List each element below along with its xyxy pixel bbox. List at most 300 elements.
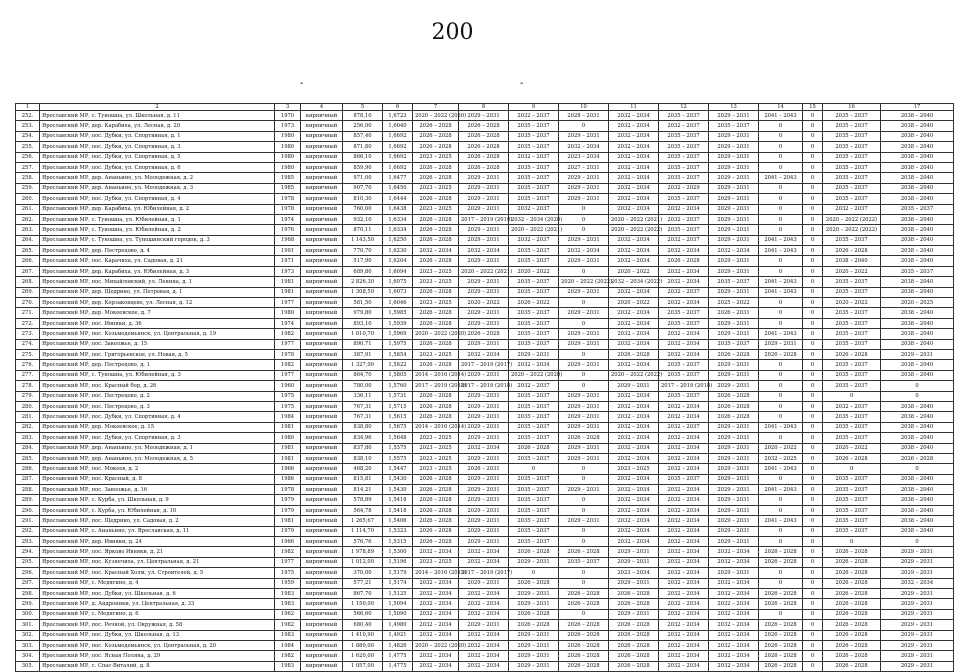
table-cell: 2035 – 2037 [823,433,881,443]
table-cell: кирпичный [301,474,343,484]
table-cell: 0 [803,329,823,339]
table-cell: 0 [759,360,803,370]
table-cell: 0 [559,537,609,547]
table-cell: 2029 – 2031 [609,547,659,557]
table-cell: 2026 – 2028 [413,256,459,266]
table-cell: 0 [803,152,823,162]
table-cell: 2025 – 2022 [709,298,759,308]
table-cell: 0 [803,287,823,297]
table-cell: 2026 – 2028 [823,568,881,578]
table-cell: 0 [559,214,609,224]
table-cell: 2026 – 2028 [559,547,609,557]
table-cell: 2026 – 2028 [509,578,559,588]
table-cell: 1981 [275,422,301,432]
address-cell: Ярославский МР, пос. Григорьевское, ул. Новая, д. 5 [40,349,275,359]
table-cell: 2041 – 2043 [759,173,803,183]
table-cell: 581,50 [343,298,383,308]
table-cell: 2029 – 2031 [709,453,759,463]
table-cell: 2026 – 2028 [413,526,459,536]
table-cell: 270. [16,298,40,308]
table-cell: 0 [759,225,803,235]
table-cell: кирпичный [301,422,343,432]
table-row [16,277,954,287]
table-cell: 1,5447 [383,464,413,474]
table-cell: 2029 – 2031 [709,537,759,547]
table-cell: 2026 – 2028 [609,620,659,630]
table-cell: 277. [16,370,40,380]
table-cell: 468,20 [343,464,383,474]
table-cell: кирпичный [301,588,343,598]
table-header-row [16,104,954,111]
table-cell: 2026 – 2028 [823,578,881,588]
table-cell: 1960 [275,381,301,391]
table-cell: 2026 – 2028 [759,547,803,557]
table-cell: 2029 – 2031 [459,526,509,536]
table-cell: 1,5975 [383,339,413,349]
table-cell: 2032 – 2034 [709,661,759,671]
table-cell: 2035 – 2037 [659,474,709,484]
table-cell: 2023 – 2025 [413,266,459,276]
table-cell: 2035 – 2037 [659,225,709,235]
table-cell: 259. [16,183,40,193]
table-cell: 2032 – 2034 [609,526,659,536]
table-cell: 2029 – 2031 [709,505,759,515]
table-cell: 2026 – 2028 [609,661,659,671]
table-cell: 2032 – 2037 [823,204,881,214]
address-cell: Ярославский МР, пос. Ярково Ивняки, д. 21 [40,547,275,557]
table-cell: 0 [559,370,609,380]
table-cell: 2035 – 2037 [509,537,559,547]
table-cell: 2029 – 2031 [459,516,509,526]
table-cell: 2026 – 2028 [559,640,609,650]
address-cell: Ярославский МР, с. Туношна, ул. Юбилейная, д. 2 [40,225,275,235]
table-cell: 0 [803,516,823,526]
table-cell: 2029 – 2031 [559,183,609,193]
table-cell: 2035 – 2037 [509,183,559,193]
table-cell: 2032 – 2034 [709,630,759,640]
table-cell: 2035 – 2037 [509,526,559,536]
address-cell: Ярославский МР, пос. Козьмодемьянск, ул. Центральная, д. 20 [40,640,275,650]
table-cell: 2020 – 2022 (2022) [823,225,881,235]
table-cell: 1980 [275,142,301,152]
address-cell: Ярославский МР, пос. Дубки, ул. Спортивная, д. 6 [40,162,275,172]
table-cell: 2038 – 2040 [881,152,954,162]
table-cell: 857,40 [343,131,383,141]
table-cell: 295. [16,557,40,567]
table-cell: 2032 – 2034 [709,547,759,557]
table-cell: 2038 – 2040 [881,329,954,339]
table-cell: 814,21 [343,485,383,495]
table-cell: кирпичный [301,526,343,536]
table-cell: 0 [759,131,803,141]
table-cell: 2029 – 2031 [881,349,954,359]
table-cell: 0 [759,370,803,380]
table-cell: 2032 – 2034 [659,298,709,308]
address-cell: Ярославский МР, дер. Мокеевское, д. 15 [40,422,275,432]
table-cell: 1978 [275,349,301,359]
table-cell: 0 [803,246,823,256]
table-cell: 2032 – 2034 [609,485,659,495]
table-cell: 2029 – 2031 [559,453,609,463]
table-cell: 2017 – 2019 (2019) [459,214,509,224]
table-cell: 1 057,00 [343,661,383,671]
table-cell: 2038 – 2040 [881,485,954,495]
table-cell: 2020 – 2022 (2020) [509,370,559,380]
table-cell: 2032 – 2034 [609,256,659,266]
table-cell: 2035 – 2037 [509,495,559,505]
table-cell: 2026 – 2028 [823,620,881,630]
table-cell: 2032 – 2034 [413,547,459,557]
address-cell: Ярославский МР, с. Ананьино, ул. Ярославская, д. 11 [40,526,275,536]
table-cell: 1,5300 [383,547,413,557]
table-cell: 0 [803,142,823,152]
table-cell: 0 [559,578,609,588]
table-row [16,256,954,266]
table-cell: 1982 [275,651,301,661]
address-cell: Ярославский МР, пос. Дубки, ул. Спортивная, д. 1 [40,131,275,141]
table-cell: 255. [16,142,40,152]
table-cell: 0 [559,204,609,214]
table-cell: 260. [16,194,40,204]
table-cell: 2027 – 2031 [559,162,609,172]
table-cell: 2029 – 2031 [881,547,954,557]
table-cell: 0 [803,588,823,598]
table-cell: 2020 – 2022 (2021) [459,266,509,276]
address-cell: Ярославский МР, с. Туношна, ул. Юбилейная, д. 1 [40,214,275,224]
table-cell: 370,00 [343,568,383,578]
table-cell: 2041 – 2043 [759,485,803,495]
table-cell: 2032 – 2034 [609,318,659,328]
table-cell: 2038 – 2040 [881,183,954,193]
table-cell: 2026 – 2028 [459,329,509,339]
table-cell: 2032 – 2034 [659,464,709,474]
table-row [16,349,954,359]
table-cell: 2023 – 2025 [413,277,459,287]
table-cell: 564,78 [343,505,383,515]
table-cell: 2032 – 2034 [609,412,659,422]
table-cell: 864,70 [343,370,383,380]
table-cell: 2035 – 2037 [881,204,954,214]
table-cell: 1982 [275,329,301,339]
table-cell: 0 [803,433,823,443]
table-cell: 275. [16,349,40,359]
table-cell: кирпичный [301,391,343,401]
table-cell: 1982 [275,620,301,630]
table-cell: 2029 – 2031 [881,599,954,609]
table-cell: 289. [16,495,40,505]
table-cell: 2029 – 2031 [459,370,509,380]
table-cell: 0 [803,308,823,318]
table-cell: 2029 – 2031 [709,381,759,391]
table-cell: 2026 – 2028 [759,588,803,598]
table-cell: 1,6450 [383,183,413,193]
table-cell: 1,4826 [383,640,413,650]
address-cell: Ярославский МР, пос. Дубки, ул. Школьная, д. 6 [40,588,275,598]
table-cell: 2035 – 2037 [823,339,881,349]
table-cell: 2032 – 2034 [609,453,659,463]
table-cell: 1980 [275,308,301,318]
table-cell: 2038 – 2040 [881,121,954,131]
table-row [16,443,954,453]
table-cell: 0 [803,401,823,411]
table-cell: 0 [759,578,803,588]
table-cell: 2032 – 2034 [609,422,659,432]
table-cell: 2032 – 2034 [413,661,459,671]
table-row [16,329,954,339]
table-cell: 1980 [275,152,301,162]
table-cell: 2029 – 2031 [509,640,559,650]
table-cell: 2032 – 2034 [609,433,659,443]
address-cell: Ярославский МР, с. Медягино, д. 6 [40,609,275,619]
table-cell: 1978 [275,194,301,204]
table-cell: 2035 – 2037 [823,329,881,339]
table-cell: 2038 – 2040 [881,526,954,536]
table-cell: 2029 – 2031 [709,194,759,204]
table-cell: 2029 – 2031 [559,256,609,266]
table-cell: 2032 – 2034 [413,246,459,256]
table-cell: кирпичный [301,204,343,214]
table-cell: кирпичный [301,443,343,453]
table-cell: 2026 – 2028 [823,609,881,619]
table-cell: 1,5125 [383,588,413,598]
table-cell: 2035 – 2037 [823,194,881,204]
table-cell: 2032 – 2034 [659,433,709,443]
table-cell: 2032 – 2037 [509,381,559,391]
table-cell: 0 [803,651,823,661]
table-cell: 2029 – 2031 [881,557,954,567]
address-cell: Ярославский МР, пос. Дубки, ул. Школьная, д. 13 [40,630,275,640]
table-cell: 267. [16,266,40,276]
table-cell: 1986 [275,474,301,484]
table-cell: 2029 – 2031 [709,526,759,536]
table-cell: 2029 – 2031 [509,630,559,640]
table-cell: 0 [803,505,823,515]
table-cell: 2029 – 2031 [459,277,509,287]
table-cell: 2020 – 2022 (2020) [413,640,459,650]
table-cell: кирпичный [301,194,343,204]
table-cell: 2020 – 2025 [881,298,954,308]
table-cell: 1,5430 [383,485,413,495]
table-cell: 2029 – 2031 [459,287,509,297]
table-cell: 2035 – 2037 [709,277,759,287]
table-cell: 2020 – 2022 [823,298,881,308]
table-cell: 0 [759,152,803,162]
table-cell: 0 [881,464,954,474]
table-cell: 810,30 [343,194,383,204]
table-cell: 1,6075 [383,277,413,287]
table-cell: 2032 – 2034 [659,516,709,526]
table-cell: 2038 – 2040 [881,360,954,370]
table-cell: 1 620,00 [343,651,383,661]
table-cell: кирпичный [301,557,343,567]
table-cell: 2032 – 2034 [659,266,709,276]
table-cell: 2035 – 2037 [509,329,559,339]
column-header: 2 [40,104,275,111]
table-cell: 299. [16,599,40,609]
table-cell: 837,80 [343,443,383,453]
table-cell: 2026 – 2028 [413,194,459,204]
table-cell: 859,90 [343,162,383,172]
table-cell: 2035 – 2037 [509,516,559,526]
table-row [16,537,954,547]
address-cell: Ярославский МР, пос. Речной, ул. Окружная, д. 58 [40,620,275,630]
table-cell: 1984 [275,412,301,422]
table-cell: кирпичный [301,537,343,547]
table-cell: 2032 – 2034 [709,557,759,567]
table-row [16,214,954,224]
table-cell: 2026 – 2028 [559,599,609,609]
table-cell: 2023 – 2025 [609,464,659,474]
table-cell: 2029 – 2031 [559,516,609,526]
address-cell: Ярославский МР, пос. Козьмодемьянск, ул. Центральная, д. 19 [40,329,275,339]
table-cell: 2029 – 2031 [709,370,759,380]
table-cell: 2026 – 2028 [413,131,459,141]
table-cell: 266. [16,256,40,266]
table-cell: 1,6692 [383,152,413,162]
address-cell: Ярославский МР, дер. Пестрецово, д. 4 [40,246,275,256]
column-header: 4 [301,104,343,111]
table-cell: 2020 – 2022 (2021) [509,225,559,235]
table-cell: 2035 – 2037 [509,485,559,495]
table-cell: 2032 – 2034 [609,474,659,484]
table-cell: 2035 – 2037 [823,505,881,515]
table-cell: 2029 – 2031 [559,131,609,141]
table-cell: 2032 – 2034 [659,651,709,661]
table-cell: 2029 – 2031 [459,505,509,515]
table-cell: 1,5822 [383,360,413,370]
table-cell: 2032 – 2034 [659,547,709,557]
table-cell: 2032 – 2034 [609,235,659,245]
table-cell: 2032 – 2034 [659,349,709,359]
table-cell: 2020 – 2022 (2022) [609,225,659,235]
table-row [16,630,954,640]
table-cell: 2026 – 2028 [459,162,509,172]
table-cell: 258. [16,173,40,183]
table-cell: 2032 – 2034 [609,121,659,131]
table-cell: 284. [16,443,40,453]
table-cell: 2035 – 2037 [823,235,881,245]
table-cell: 2029 – 2031 [709,329,759,339]
table-cell: 2035 – 2037 [509,391,559,401]
table-cell: 0 [509,464,559,474]
table-cell: 2029 – 2031 [709,173,759,183]
table-cell: 0 [803,630,823,640]
table-cell: 2032 – 2034 [609,401,659,411]
table-cell: 2035 – 2037 [823,516,881,526]
page-number: 200 [431,20,474,45]
table-cell: 2032 – 2034 [413,578,459,588]
table-cell: 0 [803,370,823,380]
table-cell: 0 [803,318,823,328]
table-cell: 0 [803,412,823,422]
table-row [16,526,954,536]
table-cell: 294. [16,547,40,557]
table-cell: 2032 – 2034 [609,495,659,505]
table-cell: 2026 – 2028 [709,412,759,422]
table-cell: 893,10 [343,318,383,328]
table-cell: 264. [16,235,40,245]
table-cell: кирпичный [301,111,343,121]
table-cell: 288. [16,485,40,495]
address-cell: Ярославский МР, с. Курба, ул. Юбилейная, д. 10 [40,505,275,515]
table-cell: 1,6230 [383,246,413,256]
column-header: 13 [709,104,759,111]
table-cell: 2026 – 2028 [459,142,509,152]
table-row [16,557,954,567]
table-cell: кирпичный [301,287,343,297]
table-cell: 2026 – 2031 [459,464,509,474]
table-cell: 2020 – 2022 (2021) [609,214,659,224]
table-cell: 0 [803,194,823,204]
table-cell: 2029 – 2031 [559,485,609,495]
table-cell: 1983 [275,661,301,671]
table-cell: 0 [803,121,823,131]
table-cell: 2038 – 2040 [881,256,954,266]
table-cell: 257. [16,162,40,172]
table-cell: 2029 – 2031 [559,173,609,183]
table-cell: 0 [559,318,609,328]
table-cell: 2035 – 2037 [823,422,881,432]
table-cell: 0 [559,568,609,578]
table-cell: кирпичный [301,485,343,495]
table-row [16,609,954,619]
address-cell: Ярославский МР, пос. Заволжье, д. 16 [40,485,275,495]
table-cell: 2035 – 2037 [823,277,881,287]
table-cell: кирпичный [301,609,343,619]
table-cell: 2032 – 2034 [609,204,659,214]
table-cell: 2032 – 2034 [413,599,459,609]
table-cell: кирпичный [301,349,343,359]
table-cell: 1982 [275,547,301,557]
column-header: 10 [559,104,609,111]
table-cell: 2038 – 2040 [881,131,954,141]
table-row [16,578,954,588]
table-cell: 2029 – 2031 [709,111,759,121]
table-cell: 0 [559,225,609,235]
table-cell: 2032 – 2034 [659,557,709,567]
table-cell: 1,5315 [383,537,413,547]
table-cell: 1982 [275,360,301,370]
table-cell: 2032 – 2034 [659,640,709,650]
table-cell: 2026 – 2028 [413,495,459,505]
table-cell: 1983 [275,599,301,609]
table-cell: кирпичный [301,630,343,640]
table-cell: кирпичный [301,183,343,193]
table-cell: 0 [759,537,803,547]
table-cell: 2035 – 2037 [881,266,954,276]
table-cell: 2029 – 2031 [709,142,759,152]
table-cell: 2029 – 2031 [709,443,759,453]
table-cell: 1 010,70 [343,329,383,339]
table-cell: 1 265,67 [343,516,383,526]
table-row [16,298,954,308]
table-cell: 2026 – 2028 [413,401,459,411]
table-cell: 2026 – 2028 [759,599,803,609]
table-cell: 2029 – 2031 [709,568,759,578]
table-cell: 1991 [275,246,301,256]
table-cell: 2026 – 2028 [609,630,659,640]
table-cell: 2038 – 2040 [881,277,954,287]
table-cell: 0 [803,173,823,183]
table-cell: 2026 – 2028 [709,401,759,411]
table-cell: 2029 – 2031 [881,609,954,619]
table-row [16,152,954,162]
table-cell: 2032 – 2034 [459,443,509,453]
table-cell: кирпичный [301,578,343,588]
address-cell: Ярославский МР, дер. Корзаковцево, ул. Лесная, д. 12 [40,298,275,308]
table-cell: 767,31 [343,401,383,411]
table-cell: 838,10 [343,453,383,463]
